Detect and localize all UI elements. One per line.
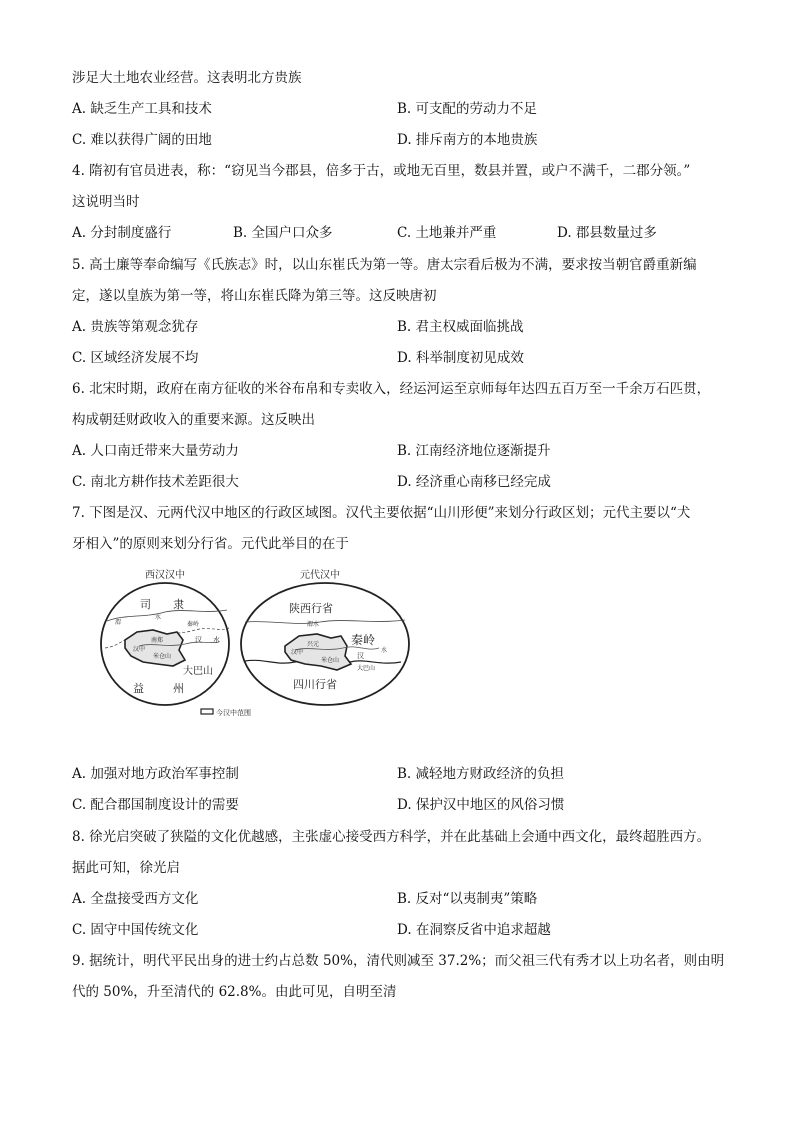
q8-option-a: A. 全盘接受西方文化 xyxy=(72,891,199,907)
q3-option-b: B. 可支配的劳动力不足 xyxy=(397,101,538,117)
map-label-qinling-right: 秦岭 xyxy=(351,633,376,647)
map-label-wei: 渭 xyxy=(115,619,122,626)
q7-option-d: D. 保护汉中地区的风俗习惯 xyxy=(397,797,565,813)
q5-option-c: C. 区域经济发展不均 xyxy=(72,350,199,366)
map-right-title: 元代汉中 xyxy=(300,570,340,581)
q9-stem-line1: 9. 据统计，明代平民出身的进士约占总数 50%，清代则减至 37.2%；而父祖三代有秀才以上功名者，则由明 xyxy=(72,953,725,969)
map-legend-label: 今汉中范围 xyxy=(216,709,251,717)
q7-option-c: C. 配合郡国制度设计的需要 xyxy=(72,797,239,813)
q4-option-c: C. 土地兼并严重 xyxy=(397,225,497,241)
q6-option-b: B. 江南经济地位逐渐提升 xyxy=(397,443,551,459)
map-label-li: 隶 xyxy=(173,598,184,611)
q4-stem-line2: 这说明当时 xyxy=(72,194,140,210)
q9-stem-line2: 代的 50%，升至清代的 62.8%。由此可见，自明至清 xyxy=(72,984,397,1000)
q5-option-a: A. 贵族等第观念犹存 xyxy=(72,319,199,335)
map-label-shui-right: 水 xyxy=(381,647,388,654)
map-label-sili: 司 xyxy=(140,598,151,611)
map-label-daba-right: 大巴山 xyxy=(357,665,376,672)
q7-option-a: A. 加强对地方政治军事控制 xyxy=(72,766,239,782)
q3-stem-tail: 涉足大土地农业经营。这表明北方贵族 xyxy=(72,70,302,86)
hanzhong-map-figure xyxy=(95,566,425,721)
map-label-qinling-left: 秦岭 xyxy=(187,621,200,628)
q7-option-b: B. 减轻地方财政经济的负担 xyxy=(397,766,565,782)
map-label-shaanxi: 陕西行省 xyxy=(289,602,333,615)
q8-option-c: C. 固守中国传统文化 xyxy=(72,922,199,938)
map-label-micangshan-left: 米仓山 xyxy=(153,653,172,660)
q5-stem-line2: 定，遂以皇族为第一等，将山东崔氏降为第三等。这反映唐初 xyxy=(72,288,437,304)
map-label-hanzhong-left: 汉中 xyxy=(133,646,146,653)
q7-stem-line2: 牙相入”的原则来划分行省。元代此举目的在于 xyxy=(72,536,349,552)
q5-stem-line1: 5. 高士廉等奉命编写《氏族志》时，以山东崔氏为第一等。唐太宗看后极为不满，要求按当朝官爵重新编 xyxy=(72,257,697,273)
q3-option-c: C. 难以获得广阔的田地 xyxy=(72,132,212,148)
q5-option-d: D. 科举制度初见成效 xyxy=(397,350,524,366)
map-label-shui1: 水 xyxy=(155,614,162,621)
q3-option-a: A. 缺乏生产工具和技术 xyxy=(72,101,212,117)
q6-stem-line2: 构成朝廷财政收入的重要来源。这反映出 xyxy=(72,412,315,428)
q8-stem-line1: 8. 徐光启突破了狭隘的文化优越感，主张虚心接受西方科学，并在此基础上会通中西文化，最终超胜西方。 xyxy=(72,829,711,845)
q7-stem-line1: 7. 下图是汉、元两代汉中地区的行政区域图。汉代主要依据“山川形便”来划分行政区划；元代主要以“犬 xyxy=(72,505,691,521)
map-label-weishui: 渭水 xyxy=(307,621,320,628)
map-label-nanzheng: 南郑 xyxy=(151,637,164,644)
q5-option-b: B. 君主权威面临挑战 xyxy=(397,319,524,335)
q4-option-d: D. 郡县数量过多 xyxy=(557,225,657,241)
map-legend-swatch xyxy=(201,709,213,714)
q8-option-d: D. 在洞察反省中追求超越 xyxy=(397,922,551,938)
map-label-xingyuan: 兴元 xyxy=(307,641,320,648)
q4-option-a: A. 分封制度盛行 xyxy=(72,225,172,241)
q4-option-b: B. 全国户口众多 xyxy=(233,225,333,241)
q3-option-d: D. 排斥南方的本地贵族 xyxy=(397,132,538,148)
map-label-hanzhong-right: 汉中 xyxy=(291,649,304,656)
map-label-shui2: 水 xyxy=(213,636,220,644)
q8-stem-line2: 据此可知，徐光启 xyxy=(72,860,180,876)
map-left-title: 西汉汉中 xyxy=(145,570,185,581)
map-label-yi: 益 xyxy=(133,682,144,695)
map-label-zhou: 州 xyxy=(173,682,184,695)
map-label-micangshan-right: 米仓山 xyxy=(321,657,340,664)
q6-stem-line1: 6. 北宋时期，政府在南方征收的米谷布帛和专卖收入，经运河运至京师每年达四五百万至一千余万石匹贯， xyxy=(72,381,711,397)
map-label-han-left: 汉 xyxy=(195,636,202,644)
q6-option-c: C. 南北方耕作技术差距很大 xyxy=(72,474,239,490)
map-label-han-right: 汉 xyxy=(357,652,364,660)
q8-option-b: B. 反对“以夷制夷”策略 xyxy=(397,891,538,907)
q6-option-d: D. 经济重心南移已经完成 xyxy=(397,474,551,490)
map-label-sichuan: 四川行省 xyxy=(293,678,337,691)
q6-option-a: A. 人口南迁带来大量劳动力 xyxy=(72,443,239,459)
q4-stem-line1: 4. 隋初有官员进表，称：“窃见当今郡县，倍多于古，或地无百里，数县并置，或户不满千，二郡分领。” xyxy=(72,163,691,179)
map-label-dabashan: 大巴山 xyxy=(183,666,213,677)
